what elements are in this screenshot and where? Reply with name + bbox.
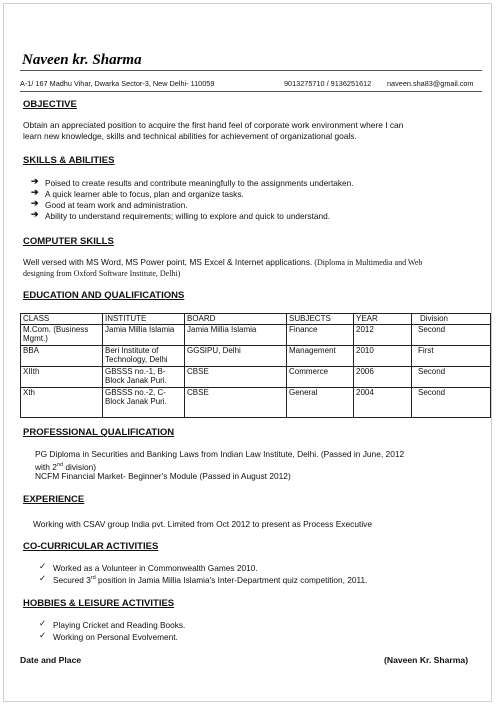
table-row (21, 325, 491, 346)
column-header: BOARD (185, 314, 287, 325)
table-cell: General (287, 388, 354, 418)
candidate-name: Naveen kr. Sharma (22, 52, 142, 68)
activity-text (53, 575, 367, 585)
activity-text: Worked as a Volunteer in Commonwealth Games 2010. (53, 563, 258, 573)
education-table (20, 313, 491, 418)
table-header-row (21, 314, 491, 325)
signature-name: (Naveen Kr. Sharma) (384, 655, 469, 665)
computer-skills-line-2: designing from Oxford Software Institute, Delhi) (23, 269, 181, 278)
table-cell: Second (412, 388, 491, 418)
professional-line-3: NCFM Financial Market- Beginner's Module (Passed in August 2012) (35, 471, 291, 481)
experience-text: Working with CSAV group India pvt. Limited from Oct 2012 to present as Process Executive (33, 519, 373, 529)
table-cell: 2010 (354, 346, 412, 367)
table-cell: Commerce (287, 367, 354, 388)
checkmark-icon: ✓ (39, 573, 47, 583)
cocurricular-heading: CO-CURRICULAR ACTIVITIES (23, 541, 159, 552)
computer-skills-text: Well versed with MS Word, MS Power point, MS Excel & Internet applications. (23, 257, 313, 267)
table-row (21, 388, 491, 418)
table-cell: 2004 (354, 388, 412, 418)
table-cell: GBSSS no.-1, B-Block Janak Puri. (103, 367, 185, 388)
table-cell: First (412, 346, 491, 367)
table-cell: Xth (21, 388, 103, 418)
skill-text: Ability to understand requirements; willing to explore and quick to understand. (45, 211, 331, 221)
skill-text: Good at team work and administration. (45, 200, 188, 210)
contact-email[interactable]: naveen.sha83@gmail.com (387, 79, 474, 88)
objective-line-1: Obtain an appreciated position to acquire the first hand feel of corporate work environment where I can (23, 120, 404, 130)
column-header: YEAR (354, 314, 412, 325)
computer-skills-line-1 (23, 257, 422, 268)
table-cell: Second (412, 367, 491, 388)
professional-line-2-text: with 2 (35, 461, 57, 472)
table-cell: Jamia Millia Islamia (103, 325, 185, 346)
experience-heading: EXPERIENCE (23, 494, 85, 505)
education-heading: EDUCATION AND QUALIFICATIONS (23, 290, 185, 301)
table-cell: Management (287, 346, 354, 367)
checkmark-icon: ✓ (39, 561, 47, 571)
professional-heading: PROFESSIONAL QUALIFICATION (23, 427, 175, 438)
ordinal-suffix: rd (90, 575, 96, 582)
arrow-right-icon: ➔ (31, 187, 39, 197)
table-cell: CBSE (185, 367, 287, 388)
contact-divider (20, 91, 482, 92)
table-cell: BBA (21, 346, 103, 367)
table-cell: CBSE (185, 388, 287, 418)
table-cell: 2006 (354, 367, 412, 388)
arrow-right-icon: ➔ (31, 176, 39, 186)
hobby-text: Working on Personal Evolvement. (53, 632, 178, 642)
table-cell: GBSSS no.-2, C-Block Janak Puri. (103, 388, 185, 418)
computer-skills-heading: COMPUTER SKILLS (23, 236, 114, 247)
ordinal-suffix: nd (56, 462, 64, 468)
checkmark-icon: ✓ (39, 630, 47, 640)
header-divider (20, 70, 482, 71)
arrow-right-icon: ➔ (31, 198, 39, 208)
hobbies-heading: HOBBIES & LEISURE ACTIVITIES (23, 598, 175, 609)
table-cell: Finance (287, 325, 354, 346)
skills-heading: SKILLS & ABILITIES (23, 155, 115, 166)
professional-line-1: PG Diploma in Securities and Banking Laws from Indian Law Institute, Delhi. (Passed in June, 2012 (35, 449, 405, 459)
hobby-text: Playing Cricket and Reading Books. (53, 620, 186, 630)
activity-text-start: Secured 3 (53, 575, 91, 585)
column-header: INSTITUTE (103, 314, 185, 325)
column-header: SUBJECTS (287, 314, 354, 325)
table-cell: XIIth (21, 367, 103, 388)
resume-page (3, 3, 492, 702)
skill-text: A quick learner able to focus, plan and organize tasks. (45, 189, 244, 199)
professional-line-2-suffix: division) (63, 461, 97, 472)
table-cell: Second (412, 325, 491, 346)
computer-diploma-text: (Diploma in Multimedia and Web (314, 258, 423, 267)
contact-address: A-1/ 167 Madhu Vihar, Dwarka Sector-3, New Delhi- 110059 (20, 79, 215, 88)
table-cell: GGSIPU, Delhi (185, 346, 287, 367)
table-cell: M.Com. (Business Mgmt.) (21, 325, 103, 346)
date-and-place: Date and Place (20, 655, 82, 665)
table-row (21, 346, 491, 367)
table-cell: Beri Institute of Technology, Delhi (103, 346, 185, 367)
arrow-right-icon: ➔ (31, 209, 39, 219)
objective-line-2: learn new knowledge, skills and technical abilities for achievement of organizational goals. (23, 131, 357, 141)
contact-phones: 9013275710 / 9136251612 (284, 79, 372, 88)
activity-text-end: position in Jamia Millia Islamia's Inter-Department quiz competition, 2011. (95, 575, 368, 585)
checkmark-icon: ✓ (39, 618, 47, 628)
objective-heading: OBJECTIVE (23, 99, 77, 110)
table-cell: Jamia Millia Islamia (185, 325, 287, 346)
table-row (21, 367, 491, 388)
column-header: Division (412, 314, 491, 325)
table-cell: 2012 (354, 325, 412, 346)
column-header: CLASS (21, 314, 103, 325)
skill-text: Poised to create results and contribute meaningfully to the assignments undertaken. (45, 178, 354, 188)
